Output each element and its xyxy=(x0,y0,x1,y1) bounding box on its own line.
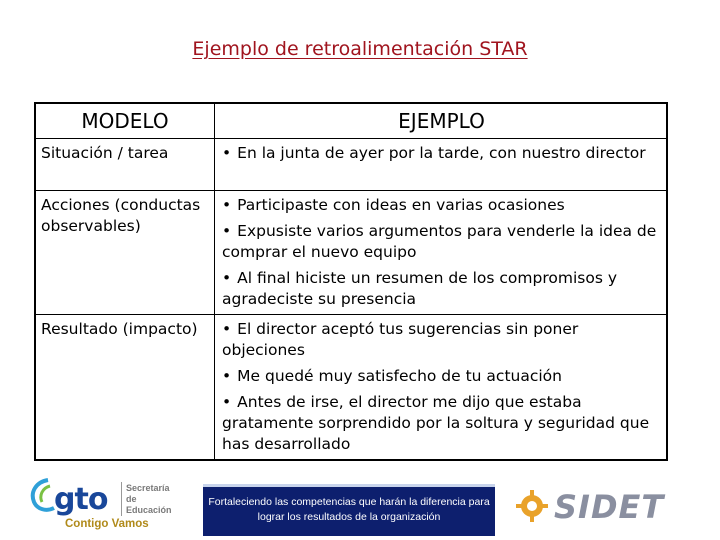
gto-tagline: Contigo Vamos xyxy=(65,518,149,530)
slide-title: Ejemplo de retroalimentación STAR xyxy=(192,38,528,60)
example-bullet: • Expusiste varios argumentos para venderle la idea de comprar el nuevo equipo xyxy=(222,222,657,261)
sidet-wordmark: SIDET xyxy=(554,488,665,526)
gto-secretaria: Secretaría de Educación xyxy=(126,483,172,515)
example-cell xyxy=(215,191,668,315)
table-row xyxy=(35,139,667,191)
star-feedback-table xyxy=(34,102,668,461)
example-cell xyxy=(215,315,668,461)
example-bullet: • El director aceptó tus sugerencias sin poner objeciones xyxy=(222,320,579,359)
model-cell-situacion: Situación / tarea xyxy=(35,139,215,191)
gto-logo xyxy=(28,474,172,534)
header-modelo: MODELO xyxy=(35,103,215,139)
footer-banner: Fortaleciendo las competencias que harán la diferencia para lograr los resultados de la organización xyxy=(203,484,495,536)
model-cell-resultado: Resultado (impacto) xyxy=(35,315,215,461)
example-cell xyxy=(215,139,668,191)
header-ejemplo: EJEMPLO xyxy=(215,103,668,139)
table-row xyxy=(35,315,667,461)
example-bullet: • Antes de irse, el director me dijo que estaba gratamente sorprendido por la soltura y seguridad que has desarrollado xyxy=(222,393,650,453)
model-cell-acciones: Acciones (conductas observables) xyxy=(35,191,215,315)
gto-wordmark: gto xyxy=(54,482,108,517)
example-bullet: • En la junta de ayer por la tarde, con nuestro director xyxy=(222,144,646,162)
footer xyxy=(0,460,720,540)
example-bullet: • Me quedé muy satisfecho de tu actuación xyxy=(222,367,562,385)
example-bullet: • Participaste con ideas en varias ocasiones xyxy=(222,196,565,214)
table-header-row xyxy=(35,103,667,139)
example-bullet: • Al final hiciste un resumen de los compromisos y agradeciste su presencia xyxy=(222,269,618,308)
gto-divider xyxy=(121,482,122,516)
sidet-logo xyxy=(516,486,716,532)
table-row xyxy=(35,191,667,315)
gear-icon xyxy=(516,488,548,524)
